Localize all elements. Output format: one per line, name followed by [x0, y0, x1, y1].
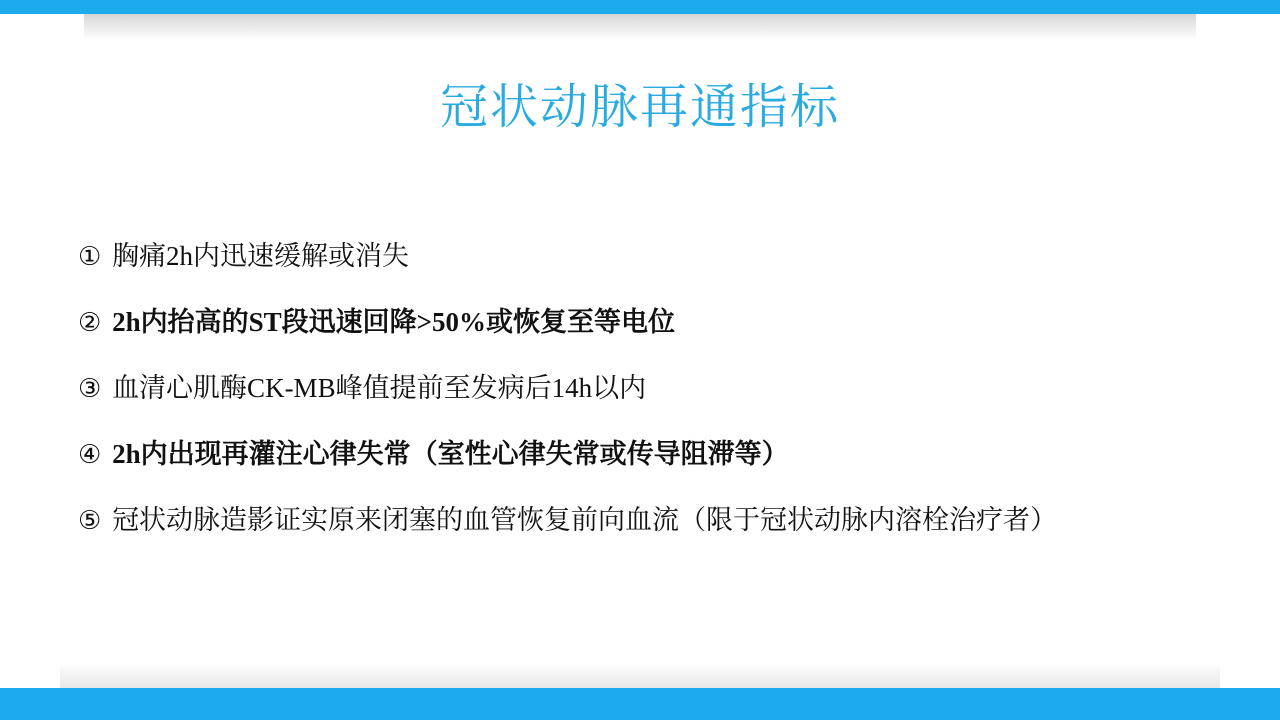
bottom-shadow-decoration — [60, 662, 1220, 688]
list-item — [78, 438, 1258, 472]
content-list — [78, 240, 1258, 570]
list-item-text: 冠状动脉造影证实原来闭塞的血管恢复前向血流（限于冠状动脉内溶栓治疗者） — [112, 505, 1058, 535]
list-item — [78, 240, 1258, 274]
slide-title: 冠状动脉再通指标 — [439, 81, 840, 134]
top-shadow-decoration — [84, 14, 1196, 40]
list-marker: ④ — [78, 440, 102, 470]
list-item-text: 胸痛2h内迅速缓解或消失 — [112, 241, 410, 271]
list-item — [78, 372, 1258, 406]
list-item-text: 2h内抬高的ST段迅速回降>50%或恢复至等电位 — [112, 307, 675, 337]
bottom-accent-bar — [0, 688, 1280, 720]
list-item-text: 血清心肌酶CK-MB峰值提前至发病后14h以内 — [112, 373, 647, 403]
list-item — [78, 306, 1258, 340]
list-marker: ② — [78, 308, 102, 338]
top-accent-bar — [0, 0, 1280, 14]
list-marker: ③ — [78, 374, 102, 404]
list-item-text: 2h内出现再灌注心律失常（室性心律失常或传导阻滞等） — [112, 439, 789, 469]
list-item — [78, 504, 1258, 538]
list-marker: ① — [78, 242, 102, 272]
list-marker: ⑤ — [78, 506, 102, 536]
